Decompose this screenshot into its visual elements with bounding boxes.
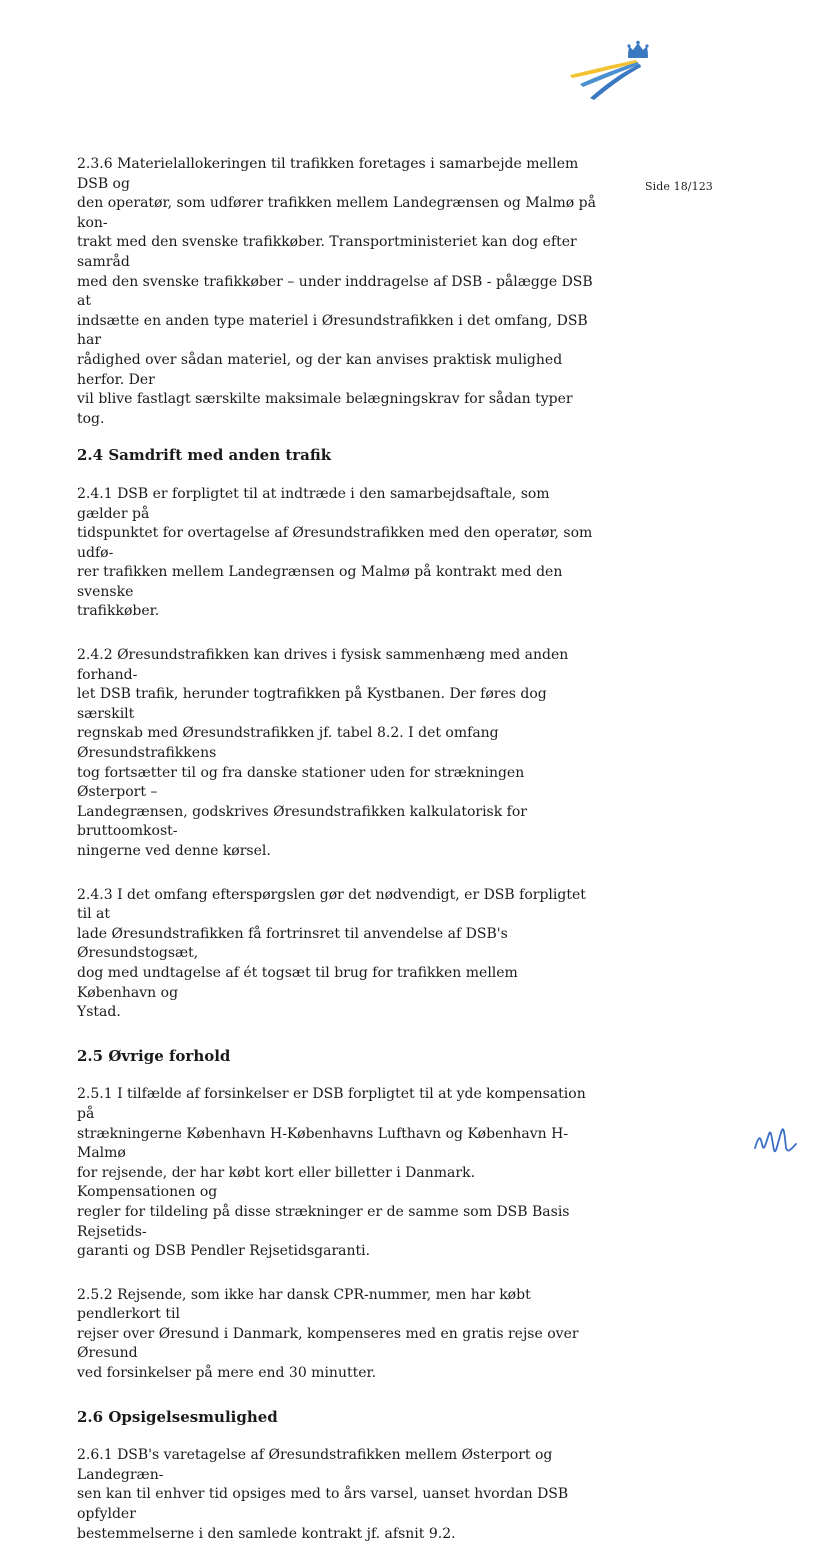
dsb-crown-logo-icon (566, 40, 656, 102)
paragraph-2-4-3: 2.4.3 I det omfang efterspørgslen gør det nødvendigt, er DSB forpligtet til at lade Øresundstrafikken få fortrinsret til anvendelse af DSB's Øresundstogsæt, dog med undtagelse af ét togsæt til brug for trafikken mellem København og Ystad. (77, 886, 586, 1021)
section-heading-2-4: 2.4 Samdrift med anden trafik (77, 446, 332, 465)
section-heading-2-5: 2.5 Øvrige forhold (77, 1046, 231, 1065)
paragraph-2-6-1: 2.6.1 DSB's varetagelse af Øresundstrafikken mellem Østerport og Landegræn- sen kan til enhver tid opsiges med to års varsel, uanset hvordan DSB opfylder bestemmelserne i den samlede kontrakt jf. afsnit 9.2. (77, 1447, 569, 1542)
paragraph-2-5-2: 2.5.2 Rejsende, som ikke har dansk CPR-nummer, men har købt pendlerkort til rejser over Øresund i Danmark, kompenseres med en gratis rejse over Øresund ved forsinkelser på mere end 30 minutter. (77, 1286, 579, 1382)
paragraph-2-4-1: 2.4.1 DSB er forpligtet til at indtræde i den samarbejdsaftale, som gælder på tidspunktet for overtagelse af Øresundstrafikken med den operatør, som udfø- rer trafikken mellem Landegrænsen og Malmø på kontrakt med den svenske trafikkøber. (77, 485, 593, 620)
section-heading-2-6: 2.6 Opsigelsesmulighed (77, 1407, 278, 1426)
paragraph-2-5-1: 2.5.1 I tilfælde af forsinkelser er DSB forpligtet til at yde kompensation på strækningerne København H-Københavns Lufthavn og København H- Malmø for rejsende, der har købt kort eller billetter i Danmark. Kompensationen og regler for tildeling på disse strækninger er de samme som DSB Basis Rejsetids- garanti og DSB Pendler Rejsetidsgaranti. (77, 1086, 586, 1260)
handwritten-initials-icon (752, 1124, 798, 1158)
page-number: Side 18/123 (645, 180, 713, 193)
paragraph-2-4-2: 2.4.2 Øresundstrafikken kan drives i fysisk sammenhæng med anden forhand- let DSB trafik, herunder togtrafikken på Kystbanen. Der føres dog særskilt regnskab med Øresundstrafikken jf. tabel 8.2. I det omfang Øresundstrafikkens tog fortsætter til og fra danske stationer uden for strækningen Østerport – Landegrænsen, godskrives Øresundstrafikken kalkulatorisk for bruttoomkost- ningerne ved denne kørsel. (77, 647, 569, 859)
document-body (77, 155, 597, 1568)
paragraph-2-3-6: 2.3.6 Materielallokeringen til trafikken foretages i samarbejde mellem DSB og den operatør, som udfører trafikken mellem Landegrænsen og Malmø på kon- trakt med den svenske trafikkøber. Transportministeriet kan dog efter samråd med den svenske trafikkøber – under inddragelse af DSB - pålægge DSB at indsætte en anden type materiel i Øresundstrafikken i det omfang, DSB har rådighed over sådan materiel, og der kan anvises praktisk mulighed herfor. Der vil blive fastlagt særskilte maksimale belægningskrav for sådan typer tog. (77, 156, 596, 427)
